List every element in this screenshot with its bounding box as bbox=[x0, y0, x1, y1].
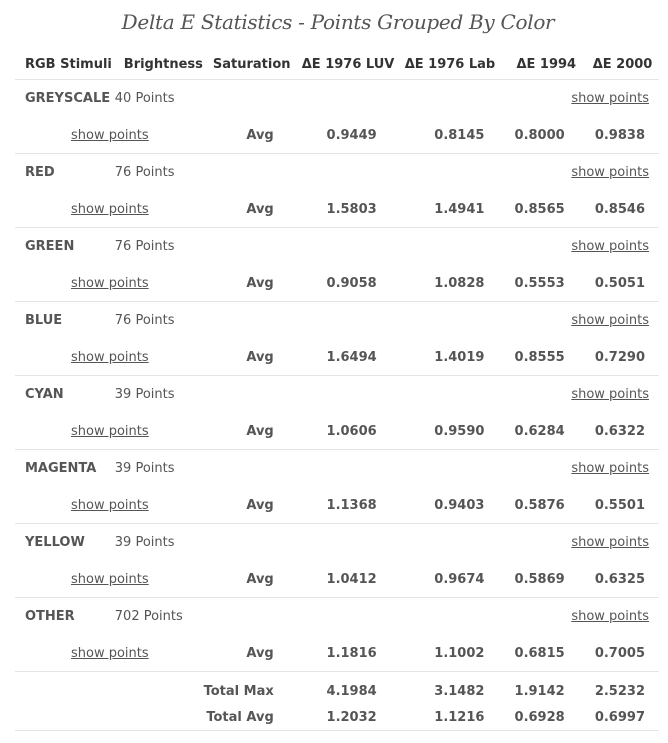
group-avg-row-blue bbox=[15, 339, 659, 376]
avg-de1994: 0.8565 bbox=[506, 191, 582, 228]
avg-de1976-luv: 1.5803 bbox=[292, 191, 395, 228]
show-points-link[interactable]: show points bbox=[571, 91, 649, 106]
avg-de2000: 0.8546 bbox=[583, 191, 659, 228]
group-avg-link-cell bbox=[15, 265, 203, 302]
show-points-link[interactable]: show points bbox=[71, 201, 149, 217]
group-avg-link-cell bbox=[15, 413, 203, 450]
avg-de2000: 0.7290 bbox=[583, 339, 659, 376]
total-max-row bbox=[15, 672, 659, 705]
avg-de1976-lab: 1.1002 bbox=[395, 635, 507, 672]
show-points-link[interactable]: show points bbox=[71, 127, 149, 143]
group-avg-row-yellow bbox=[15, 561, 659, 598]
group-point-count: 76 Points bbox=[114, 313, 175, 328]
group-header-cell bbox=[203, 302, 659, 340]
group-name: GREYSCALE bbox=[25, 91, 111, 106]
avg-de1976-lab: 1.0828 bbox=[395, 265, 507, 302]
header-rgb-stimuli: RGB Stimuli bbox=[15, 50, 114, 80]
avg-de1976-luv: 1.6494 bbox=[292, 339, 395, 376]
show-points-link[interactable]: show points bbox=[71, 571, 149, 587]
header-row bbox=[15, 50, 659, 80]
group-point-count: 39 Points bbox=[114, 461, 175, 476]
avg-de1994: 0.5869 bbox=[506, 561, 582, 598]
group-header-cell bbox=[203, 80, 659, 118]
avg-de1976-luv: 1.1368 bbox=[292, 487, 395, 524]
avg-de1994: 0.6815 bbox=[506, 635, 582, 672]
show-points-link[interactable]: show points bbox=[571, 461, 649, 476]
group-name: OTHER bbox=[25, 609, 75, 624]
group-avg-link-cell bbox=[15, 339, 203, 376]
header-de1976-luv: ΔE 1976 LUV bbox=[292, 50, 395, 80]
group-avg-row-magenta bbox=[15, 487, 659, 524]
show-points-link[interactable]: show points bbox=[571, 535, 649, 550]
group-avg-row-cyan bbox=[15, 413, 659, 450]
group-avg-row-other bbox=[15, 635, 659, 672]
avg-de2000: 0.7005 bbox=[583, 635, 659, 672]
total-max-lab: 3.1482 bbox=[434, 683, 485, 699]
group-name: RED bbox=[25, 165, 55, 180]
group-avg-row-red bbox=[15, 191, 659, 228]
avg-label: Avg bbox=[203, 413, 292, 450]
total-avg-e2000: 0.6997 bbox=[583, 704, 659, 731]
avg-de1976-luv: 1.1816 bbox=[292, 635, 395, 672]
avg-de1994: 0.8555 bbox=[506, 339, 582, 376]
avg-de2000: 0.5051 bbox=[583, 265, 659, 302]
group-header-row-green bbox=[15, 228, 659, 266]
avg-label: Avg bbox=[203, 191, 292, 228]
total-avg-lab: 1.1216 bbox=[395, 704, 507, 731]
show-points-link[interactable]: show points bbox=[571, 165, 649, 180]
header-de1976-lab: ΔE 1976 Lab bbox=[395, 50, 507, 80]
avg-de2000: 0.9838 bbox=[583, 117, 659, 154]
avg-de2000: 0.6322 bbox=[583, 413, 659, 450]
header-de1994: ΔE 1994 bbox=[506, 50, 582, 80]
header-de2000: ΔE 2000 bbox=[583, 50, 659, 80]
total-avg-row bbox=[15, 704, 659, 731]
show-points-link[interactable]: show points bbox=[571, 313, 649, 328]
show-points-link[interactable]: show points bbox=[71, 497, 149, 513]
group-header-cell bbox=[203, 524, 659, 562]
group-avg-link-cell bbox=[15, 487, 203, 524]
avg-label: Avg bbox=[203, 339, 292, 376]
show-points-link[interactable]: show points bbox=[71, 275, 149, 291]
avg-label: Avg bbox=[203, 487, 292, 524]
group-avg-link-cell bbox=[15, 635, 203, 672]
avg-label: Avg bbox=[203, 117, 292, 154]
total-max-label: Total Max bbox=[203, 683, 274, 699]
avg-de1994: 0.6284 bbox=[506, 413, 582, 450]
group-point-count: 76 Points bbox=[114, 239, 175, 254]
group-avg-link-cell bbox=[15, 561, 203, 598]
group-header-cell bbox=[203, 228, 659, 266]
avg-de1994: 0.5876 bbox=[506, 487, 582, 524]
group-name: BLUE bbox=[25, 313, 63, 328]
group-name: MAGENTA bbox=[25, 461, 97, 476]
group-point-count: 702 Points bbox=[114, 609, 183, 624]
avg-label: Avg bbox=[203, 635, 292, 672]
group-name: YELLOW bbox=[25, 535, 85, 550]
show-points-link[interactable]: show points bbox=[571, 609, 649, 624]
avg-de2000: 0.6325 bbox=[583, 561, 659, 598]
group-point-count: 39 Points bbox=[114, 387, 175, 402]
avg-de1976-lab: 1.4019 bbox=[395, 339, 507, 376]
total-avg-e94: 0.6928 bbox=[506, 704, 582, 731]
total-max-e2000: 2.5232 bbox=[594, 683, 645, 699]
show-points-link[interactable]: show points bbox=[71, 423, 149, 439]
group-header-row-yellow bbox=[15, 524, 659, 562]
group-avg-link-cell bbox=[15, 117, 203, 154]
group-avg-row-greyscale bbox=[15, 117, 659, 154]
group-point-count: 76 Points bbox=[114, 165, 175, 180]
group-header-cell bbox=[203, 450, 659, 488]
group-point-count: 40 Points bbox=[114, 91, 175, 106]
group-name: CYAN bbox=[25, 387, 64, 402]
avg-de1976-luv: 1.0412 bbox=[292, 561, 395, 598]
avg-de1976-lab: 0.9590 bbox=[395, 413, 507, 450]
group-avg-row-green bbox=[15, 265, 659, 302]
group-header-cell bbox=[203, 154, 659, 192]
show-points-link[interactable]: show points bbox=[571, 387, 649, 402]
page-title: Delta E Statistics - Points Grouped By Color bbox=[121, 10, 555, 34]
avg-de1976-luv: 1.0606 bbox=[292, 413, 395, 450]
show-points-link[interactable]: show points bbox=[71, 645, 149, 661]
avg-de1976-luv: 0.9449 bbox=[292, 117, 395, 154]
total-max-luv: 4.1984 bbox=[326, 683, 377, 699]
show-points-link[interactable]: show points bbox=[571, 239, 649, 254]
group-header-row-red bbox=[15, 154, 659, 192]
group-header-row-cyan bbox=[15, 376, 659, 414]
total-avg-label: Total Avg bbox=[15, 704, 292, 731]
group-header-cell bbox=[203, 598, 659, 636]
group-header-row-greyscale bbox=[15, 80, 659, 118]
header-saturation: Saturation bbox=[203, 50, 292, 80]
show-points-link[interactable]: show points bbox=[71, 349, 149, 365]
avg-de1976-luv: 0.9058 bbox=[292, 265, 395, 302]
avg-de2000: 0.5501 bbox=[583, 487, 659, 524]
group-name: GREEN bbox=[25, 239, 75, 254]
group-header-row-magenta bbox=[15, 450, 659, 488]
group-point-count: 39 Points bbox=[114, 535, 175, 550]
avg-label: Avg bbox=[203, 561, 292, 598]
avg-de1994: 0.5553 bbox=[506, 265, 582, 302]
group-avg-link-cell bbox=[15, 191, 203, 228]
avg-de1976-lab: 1.4941 bbox=[395, 191, 507, 228]
total-avg-luv: 1.2032 bbox=[292, 704, 395, 731]
avg-de1994: 0.8000 bbox=[506, 117, 582, 154]
total-max-e94: 1.9142 bbox=[514, 683, 565, 699]
group-header-row-blue bbox=[15, 302, 659, 340]
group-header-cell bbox=[203, 376, 659, 414]
avg-de1976-lab: 0.9403 bbox=[395, 487, 507, 524]
group-header-row-other bbox=[15, 598, 659, 636]
avg-de1976-lab: 0.8145 bbox=[395, 117, 507, 154]
avg-de1976-lab: 0.9674 bbox=[395, 561, 507, 598]
avg-label: Avg bbox=[203, 265, 292, 302]
header-brightness: Brightness bbox=[114, 50, 203, 80]
stats-table bbox=[15, 50, 659, 731]
